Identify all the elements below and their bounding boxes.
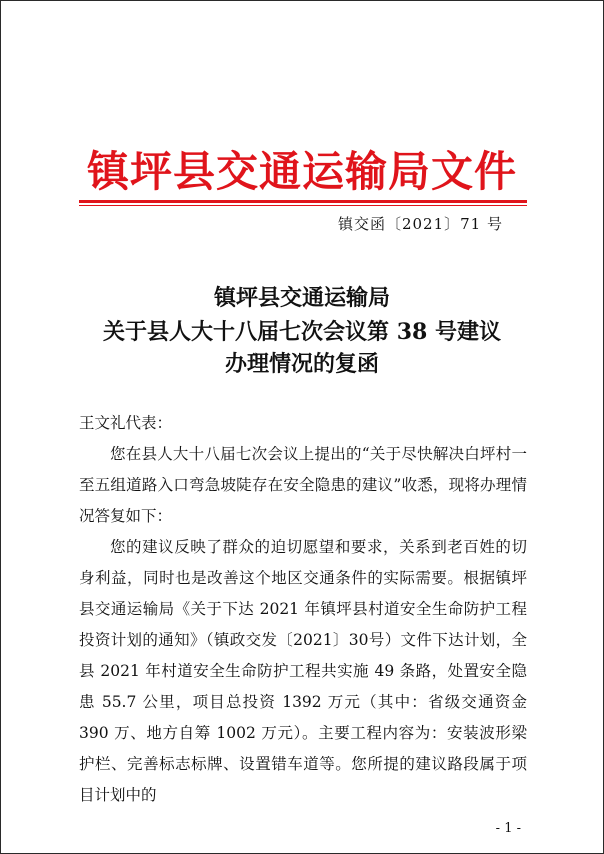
salutation: 王文礼代表： <box>79 414 173 432</box>
issuer-title: 镇坪县交通运输局文件 <box>86 147 517 196</box>
red-rule-thick <box>79 200 527 203</box>
red-rule-thin <box>79 205 527 206</box>
paragraph-1: 您在县人大十八届七次会议上提出的“关于尽快解决白坪村一至五组道路入口弯急坡陡存在安全隐患的建议”收悉，现将办理情况答复如下： <box>79 445 527 525</box>
heading-line-1: 镇坪县交通运输局 <box>213 285 390 311</box>
document-number: 镇交函〔2021〕71 号 <box>337 215 503 233</box>
page-number-text: - 1 - <box>495 821 521 836</box>
heading-line-2: 关于县人大十八届七次会议第 38 号建议 <box>103 319 501 345</box>
page-number <box>1 821 603 836</box>
paragraph-2: 您的建议反映了群众的迫切愿望和要求，关系到老百姓的切身利益，同时也是改善这个地区交通条件的实际需要。根据镇坪县交通运输局《关于下达 2021 年镇坪县村道安全生命防护工程投资计划的通知》（镇政交发〔2021〕30号）文件下达计划，全县 2021 年村道安全生命防护工程共实施 49 条路，处置安全隐患 55.7 公里，项目总投资 1392 万元（其中：省级交通资金 390 万、地方自筹 1002 万元）。主要工程内容为：安装波形梁护栏、完善标志标牌、设置错车道等。您所提的建议路段属于项目计划中的 <box>79 538 527 804</box>
heading-line-3: 办理情况的复函 <box>224 351 379 377</box>
